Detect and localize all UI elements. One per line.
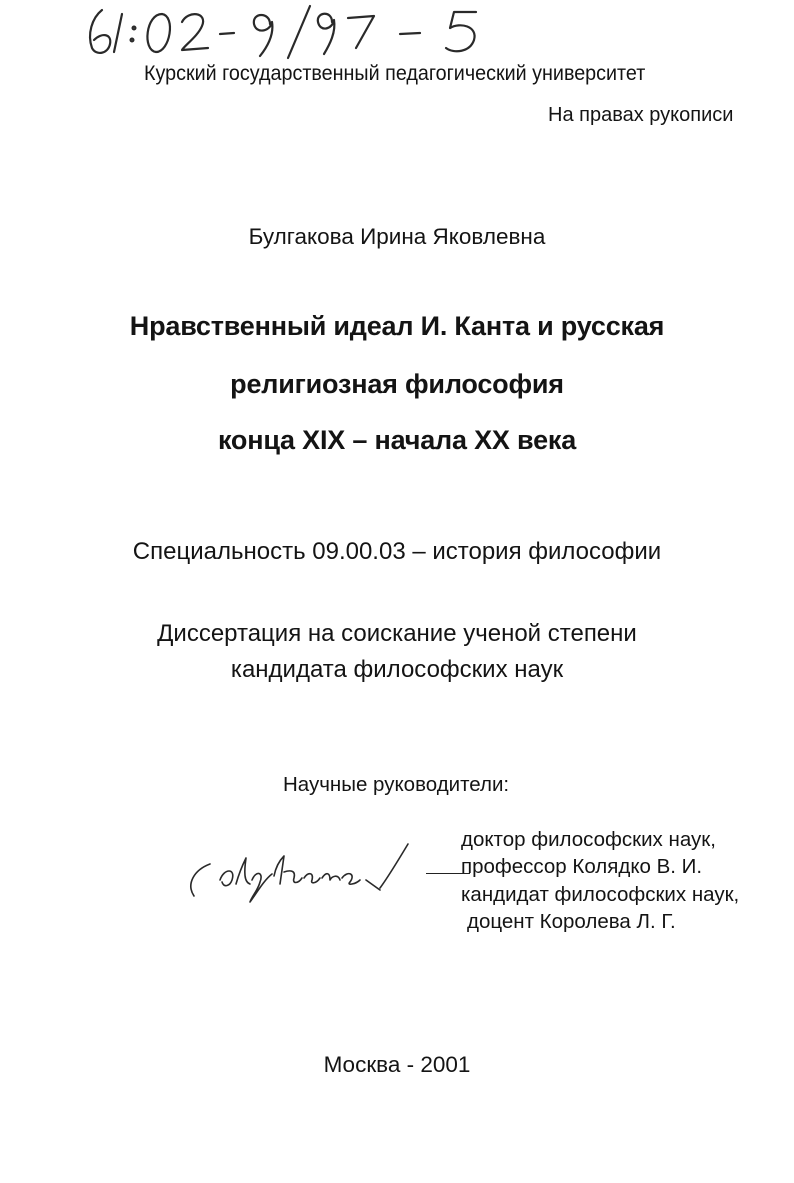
title-line-2: религиозная философия [230, 369, 564, 399]
dissertation-line-1: Диссертация на соискание ученой степени [157, 620, 637, 647]
advisor-line: доцент Королева Л. Г. [467, 910, 676, 933]
author-name: Булгакова Ирина Яковлевна [248, 224, 546, 249]
title-line-1: Нравственный идеал И. Канта и русская [129, 311, 665, 341]
university-name: Курский государственный педагогический университет [144, 62, 646, 85]
advisor-line: профессор Колядко В. И. [461, 855, 703, 878]
rights-note: На правах рукописи [548, 104, 734, 126]
archive-number-handwritten [84, 4, 514, 60]
title-line-3: конца XIX – начала XX века [217, 425, 577, 455]
advisor-line: кандидат философских наук, [461, 883, 740, 906]
signature-line [426, 873, 470, 874]
signature-handwritten [180, 836, 420, 911]
advisor-line: доктор философских наук, [461, 828, 716, 851]
city-year: Москва - 2001 [323, 1052, 471, 1077]
dissertation-line-2: кандидата философских наук [230, 656, 564, 683]
advisors-label: Научные руководители: [283, 773, 510, 796]
specialty: Специальность 09.00.03 – история философии [132, 538, 662, 565]
